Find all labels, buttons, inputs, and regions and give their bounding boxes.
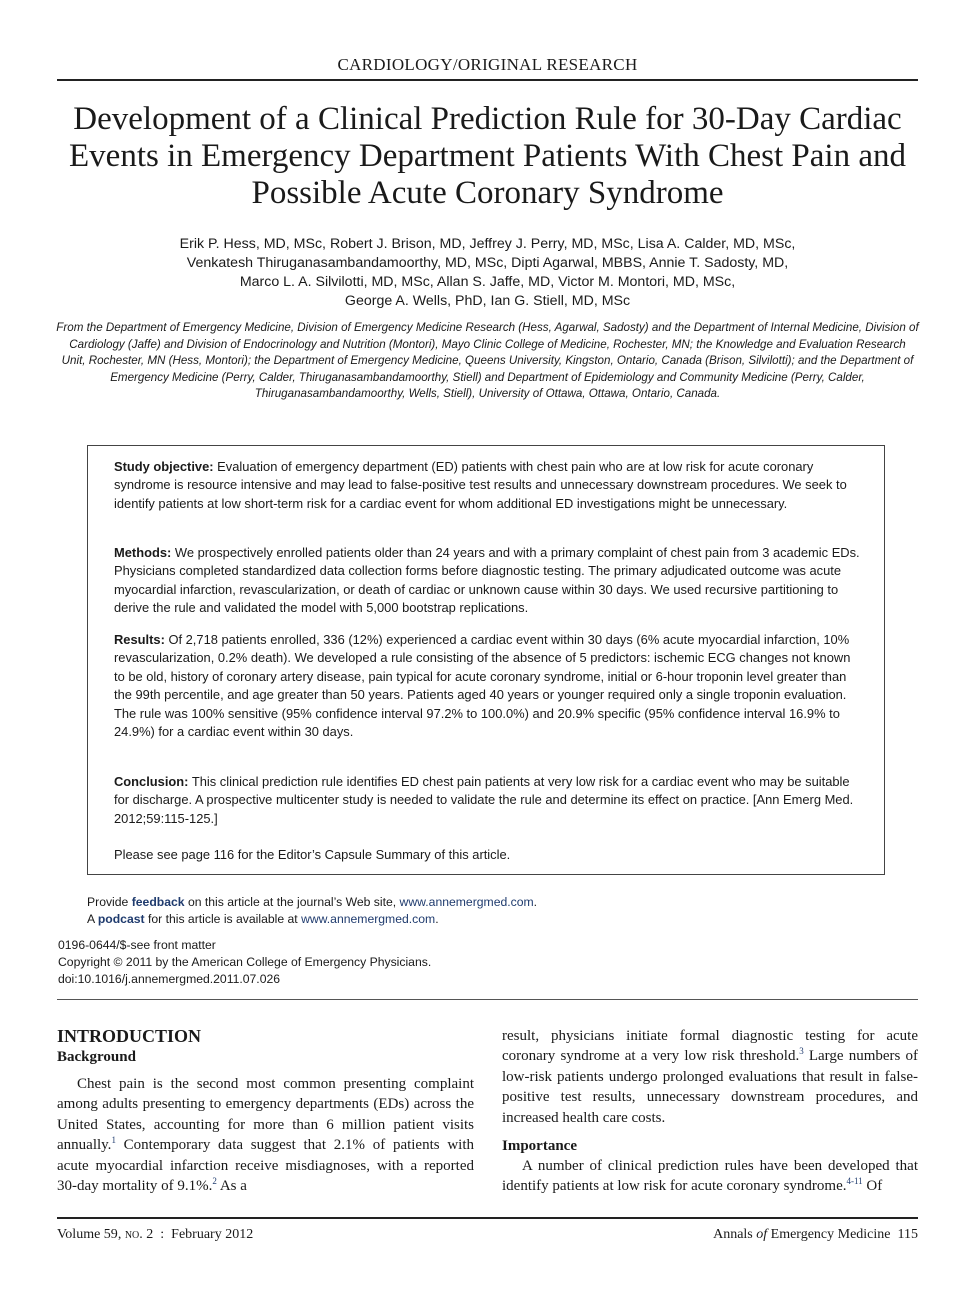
ref-link[interactable]: 1 [111, 1135, 116, 1146]
feedback-text: . [533, 895, 538, 909]
footer-number: no. 2 [124, 1227, 154, 1242]
journal-name-a: Annals [713, 1227, 753, 1242]
author-list [40, 235, 935, 311]
podcast-link[interactable]: podcast [97, 912, 145, 926]
author-line: George A. Wells, PhD, Ian G. Stiell, MD, MSc [344, 293, 631, 309]
conclusion-label: Conclusion: [114, 774, 189, 789]
objective-label: Study objective: [114, 459, 214, 474]
podcast-url-link[interactable]: www.annemergmed.com [301, 912, 436, 926]
feedback-line [87, 894, 537, 911]
footer-issue: Volume 59, no. 2 : February 2012 [57, 1227, 254, 1242]
conclusion-text: This clinical prediction rule identifies ED chest pain patients at very low risk for a cardiac event who may be suitable for discharge. A prospective multicenter study is needed to validate the rule and determine its effect on practice. [Ann Emerg Med. 2012;59:115-125.] [114, 774, 854, 826]
body-column-right [502, 1026, 918, 1197]
paragraph-text: Chest pain is the second most common presenting complaint among adults presenting to emergency departments (EDs) across the United States, accounting for more than 6 million patient visits annually. [57, 1076, 474, 1154]
paragraph-text: A number of clinical prediction rules have been developed that identify patients at low risk for acute coronary syndrome. [502, 1158, 918, 1195]
copyright: Copyright © 2011 by the American College of Emergency Physicians. [58, 955, 432, 969]
publication-meta [58, 937, 431, 988]
top-rule [57, 79, 918, 81]
paragraph-text: Contemporary data suggest that 2.1% of patients with acute myocardial infarction receive misdiagnoses, with a reported 30-day mortality of 9.1%. [57, 1137, 474, 1195]
feedback-link[interactable]: feedback [131, 895, 185, 909]
ref-link[interactable]: 4-11 [846, 1176, 863, 1187]
podcast-text: . [435, 912, 439, 926]
body-column-left [57, 1026, 474, 1196]
intro-heading: INTRODUCTION [57, 1026, 202, 1046]
abstract-conclusion [114, 773, 864, 828]
article-title [40, 101, 935, 212]
footer-journal [713, 1227, 918, 1243]
page-number: 115 [897, 1227, 918, 1242]
paragraph-text: Of [862, 1178, 883, 1195]
footer-separator: : [160, 1227, 165, 1242]
ref-link[interactable]: 3 [799, 1046, 804, 1057]
divider-rule [57, 999, 918, 1000]
podcast-text: A [87, 912, 98, 926]
continued-paragraph [502, 1026, 918, 1128]
abstract-methods [114, 544, 864, 618]
footer-date: February 2012 [171, 1227, 254, 1242]
feedback-text: on this article at the journal’s Web site, [184, 895, 400, 909]
podcast-text: for this article is available at [144, 912, 302, 926]
abstract-objective [114, 458, 864, 513]
doi: doi:10.1016/j.annemergmed.2011.07.026 [58, 972, 281, 986]
title-line: Possible Acute Coronary Syndrome [251, 175, 724, 211]
footer-rule [57, 1217, 918, 1219]
ref-link[interactable]: 2 [212, 1176, 217, 1187]
methods-label: Methods: [114, 545, 172, 560]
paragraph-text: As a [216, 1178, 247, 1195]
journal-url-link[interactable]: www.annemergmed.com [399, 895, 534, 909]
paragraph-text: result, physicians initiate formal diagnostic testing for acute coronary syndrome at a very low risk threshold. [502, 1028, 918, 1065]
section-header: CARDIOLOGY/ORIGINAL RESEARCH [337, 55, 638, 74]
journal-name-of: of [756, 1227, 768, 1242]
methods-text: We prospectively enrolled patients older than 24 years and with a primary complaint of chest pain from 3 academic EDs. Physicians completed standardized data collection forms before diagnostic testing. The primary adjudicated outcome was acute myocardial infarction, revascularization, or death of cardiac or unknown cause within 30 days. We used recursive partitioning to derive the rule and validated the model with 5,000 bootstrap replications. [114, 545, 860, 616]
footer-volume: Volume 59 [57, 1227, 118, 1242]
importance-paragraph [502, 1156, 918, 1197]
author-line: Marco L. A. Silvilotti, MD, MSc, Allan S. Jaffe, MD, Victor M. Montori, MD, MSc, [239, 274, 736, 290]
affiliations: From the Department of Emergency Medicine, Division of Emergency Medicine Research (Hess, Agarwal, Sadosty) and the Department of Internal Medicine, Division of Cardiology (Jaffe) and Division of Endocrinology and Nutrition (Montori), Mayo Clinic College of Medicine, Rochester, MN; the Knowledge and Evaluation Research Unit, Rochester, MN (Hess, Montori); the Department of Emergency Medicine, Queens University, Kingston, Ontario, Canada (Brison, Silvilotti); and the Department of Emergency Medicine (Perry, Calder, Thiruganasambandamoorthy, Stiell) and Department of Epidemiology and Community Medicine (Perry, Calder, Thiruganasambandamoorthy, Wells, Stiell), University of Ottawa, Ottawa, Ontario, Canada. [56, 321, 919, 400]
results-text: Of 2,718 patients enrolled, 336 (12%) experienced a cardiac event within 30 days (6% acute myocardial infarction, 10% revascularization, 0.2% death). We developed a rule consisting of the absence of 5 predictors: ischemic ECG changes not known to be old, history of coronary artery disease, pain typical for acute coronary syndrome, initial or 6-hour troponin level greater than the 99th percentile, and age greater than 50 years. Patients aged 40 years or younger required only a single troponin evaluation. The rule was 100% sensitive (95% confidence interval 97.2% to 100.0%) and 20.9% specific (95% confidence interval 16.9% to 24.9%) for a cardiac event within 30 days. [114, 632, 851, 740]
issn: 0196-0644/$-see front matter [58, 938, 216, 952]
author-line: Erik P. Hess, MD, MSc, Robert J. Brison, MD, Jeffrey J. Perry, MD, MSc, Lisa A. Calder, MD, MSc, [179, 236, 796, 252]
journal-name-b: Emergency Medicine [770, 1227, 891, 1242]
abstract-results [114, 631, 864, 741]
importance-heading: Importance [502, 1138, 577, 1155]
background-heading: Background [57, 1049, 136, 1065]
feedback-block [87, 894, 537, 928]
results-label: Results: [114, 632, 165, 647]
feedback-text: Provide [87, 895, 132, 909]
podcast-line [87, 911, 537, 928]
background-paragraph [57, 1074, 474, 1196]
abstract-box [87, 445, 885, 875]
capsule-note: Please see page 116 for the Editor’s Capsule Summary of this article. [114, 847, 511, 862]
paragraph-text: Large numbers of low-risk patients undergo prolonged evaluations that result in false-positive test results, unnecessary downstream procedures, and increased health care costs. [502, 1048, 918, 1126]
title-line: Events in Emergency Department Patients With Chest Pain and [69, 138, 906, 174]
title-line: Development of a Clinical Prediction Rule for 30-Day Cardiac [73, 101, 902, 137]
author-line: Venkatesh Thiruganasambandamoorthy, MD, MSc, Dipti Agarwal, MBBS, Annie T. Sadosty, MD, [186, 255, 789, 271]
objective-text: Evaluation of emergency department (ED) patients with chest pain who are at low risk for acute coronary syndrome is resource intensive and may lead to false-positive test results and unnecessary downstream procedures. We seek to identify patients at low short-term risk for a cardiac event for whom additional ED investigations might be unnecessary. [114, 459, 847, 511]
